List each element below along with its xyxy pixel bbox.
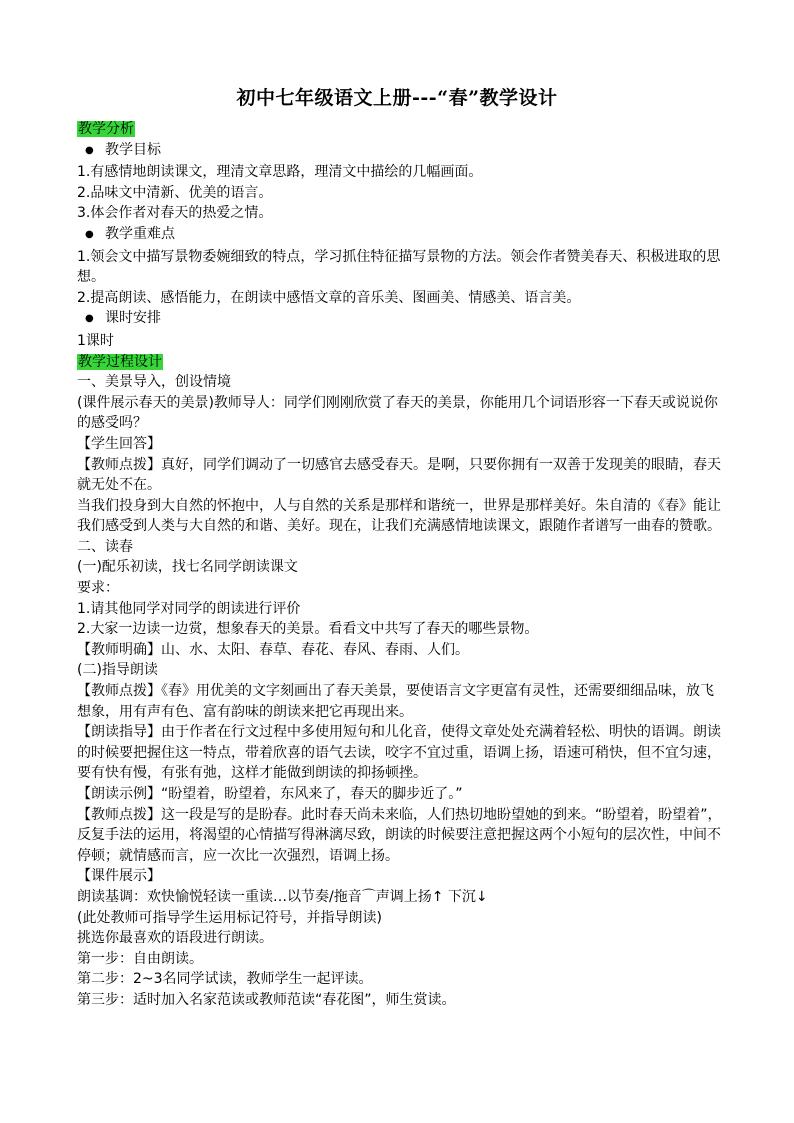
- time-value: 1课时: [77, 332, 114, 349]
- process-paragraph: 第三步：适时加入名家范读或教师范读“春花图”，师生赏读。: [77, 991, 456, 1008]
- bullet-heading-goals: ● 教学目标: [77, 140, 727, 163]
- goal-item: 3.体会作者对春天的热爱之情。: [77, 205, 273, 222]
- process-paragraph: 一、美景导入，创设情境: [77, 374, 231, 391]
- process-paragraph: 【教师点拨】《春》用优美的文字刻画出了春天美景，要使语言文字更富有灵性，还需要细细品味，放飞想象，用有声有色、富有韵味的朗读来把它再现出来。: [77, 683, 714, 720]
- process-paragraph: 【朗读指导】由于作者在行文过程中多使用短句和儿化音，使得文章处处充满着轻松、明快的语调。朗读的时候要把握住这一特点，带着欣喜的语气去读，咬字不宜过重，语调上扬，语速可稍快，但不宜匀速，要有快有慢，有张有弛，这样才能做到朗读的抑扬顿挫。: [77, 724, 721, 782]
- bullet-icon: [85, 140, 105, 163]
- key-point-item: 2.提高朗读、感悟能力，在朗读中感悟文章的音乐美、图画美、情感美、语言美。: [77, 289, 581, 306]
- goal-item: 2.品味文中清新、优美的语言。: [77, 184, 273, 201]
- process-paragraph: 朗读基调：欢快愉悦轻读一重读…以节奏/拖音⌒声调上扬↑ 下沉↓: [77, 888, 488, 905]
- process-paragraph: 【朗读示例】“盼望着，盼望着，东风来了，春天的脚步近了。”: [77, 786, 463, 802]
- process-paragraph: 2.大家一边读一边赏，想象春天的美景。看看文中共写了春天的哪些景物。: [77, 621, 539, 638]
- process-paragraph: 要求：: [77, 580, 119, 597]
- process-paragraph: (此处教师可指导学生运用标记符号，并指导朗读): [77, 909, 382, 926]
- bullet-icon: [85, 308, 105, 331]
- goal-item: 1.有感情地朗读课文，理清文章思路，理清文中描绘的几幅画面。: [77, 164, 483, 181]
- process-paragraph: 当我们投身到大自然的怀抱中，人与自然的关系是那样和谐统一，世界是那样美好。朱自清的《春》能让我们感受到人类与大自然的和谐、美好。现在，让我们充满感情地读课文，跟随作者谱写一曲春的赞歌。: [77, 497, 721, 535]
- document-body: [77, 119, 727, 1011]
- process-paragraph: 挑选你最喜欢的语段进行朗读。: [77, 930, 273, 947]
- bullet-heading-time: ● 课时安排: [77, 308, 727, 331]
- bullet-heading-key-points: ● 教学重难点: [77, 224, 727, 247]
- process-paragraph: 【教师明确】山、水、太阳、春草、春花、春风、春雨、人们。: [77, 641, 469, 658]
- process-paragraph: 1.请其他同学对同学的朗读进行评价: [77, 600, 301, 617]
- bullet-icon: [85, 224, 105, 247]
- process-paragraph: 【教师点拨】这一段是写的是盼春。此时春天尚未来临，人们热切地盼望她的到来。“盼望着，盼望着”，反复手法的运用，将渴望的心情描写得淋漓尽致，朗读的时候要注意把握这两个小短句的层次性，中间不停顿；就情感而言，应一次比一次强烈，语调上扬。: [77, 806, 722, 864]
- key-point-item: 1.领会文中描写景物委婉细致的特点，学习抓住特征描写景物的方法。领会作者赞美春天、积极进取的思想。: [77, 248, 721, 286]
- process-paragraph: (一)配乐初读，找七名同学朗读课文: [77, 559, 298, 576]
- section-heading-analysis: [77, 119, 727, 140]
- process-paragraph: (二)指导朗读: [77, 662, 158, 679]
- process-paragraph: 【教师点拨】真好，同学们调动了一切感官去感受春天。是啊，只要你拥有一双善于发现美的眼睛，春天就无处不在。: [77, 456, 721, 494]
- section-heading-process: [77, 352, 727, 373]
- document-title: 初中七年级语文上册---“春”教学设计: [236, 87, 558, 109]
- process-paragraph: 【课件展示】: [77, 868, 161, 885]
- process-paragraph: 第一步：自由朗读。: [77, 950, 203, 967]
- process-paragraph: (课件展示春天的美景)教师导人：同学们刚刚欣赏了春天的美景，你能用几个词语形容一下春天或说说你的感受吗？: [77, 394, 718, 432]
- process-paragraph: 【学生回答】: [77, 435, 161, 452]
- process-paragraph: 第二步：2~3名同学试读，教师学生一起评读。: [77, 971, 373, 988]
- process-paragraph: 二、读春: [77, 538, 133, 555]
- highlighted-heading: 教学分析: [78, 121, 134, 137]
- highlighted-heading: 教学过程设计: [78, 353, 162, 370]
